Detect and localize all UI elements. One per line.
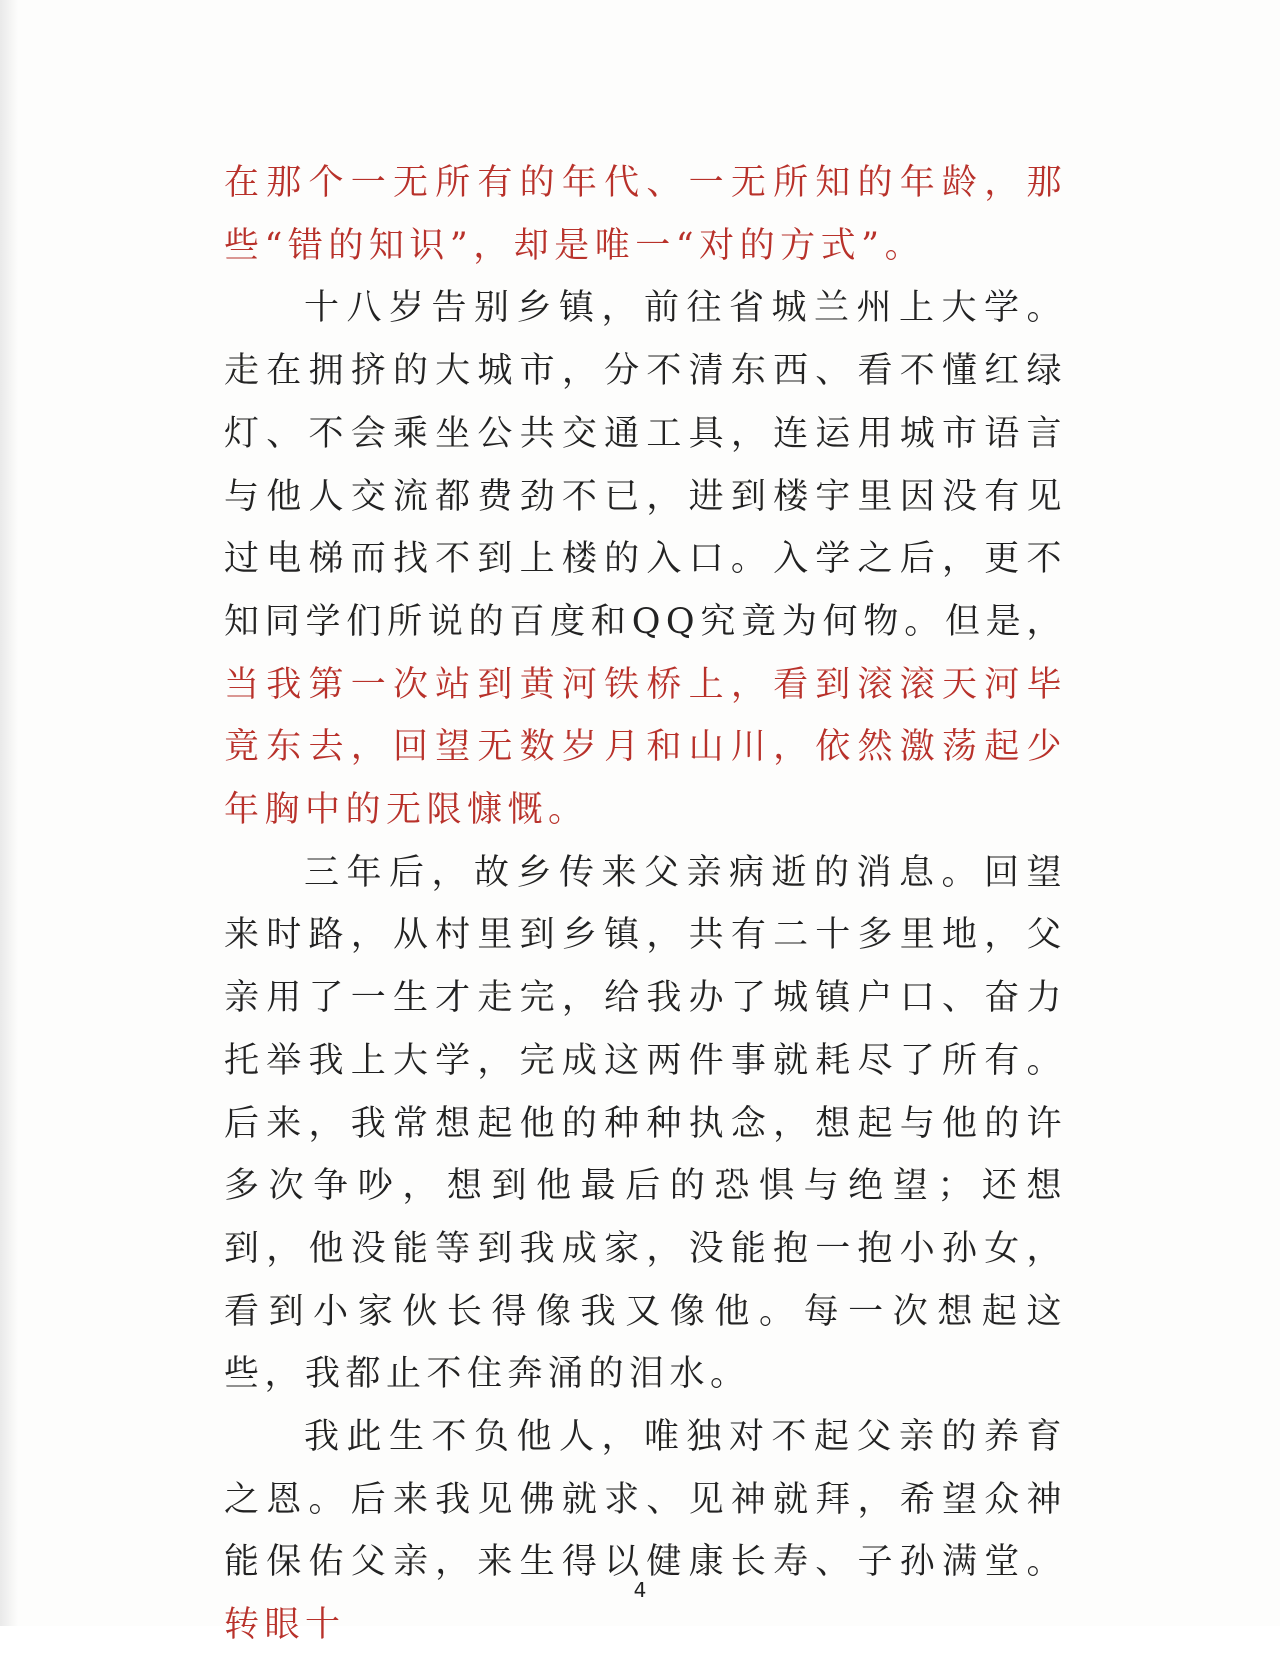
highlighted-text: 在那个一无所有的年代、一无所知的年龄，那些“错的知识”，却是唯一“对的方式”。 — [224, 163, 1067, 266]
paragraph-1 — [224, 152, 1067, 277]
page-edge-shadow — [0, 0, 18, 1626]
body-text — [224, 152, 1067, 1657]
highlighted-text: 当我第一次站到黄河铁桥上，看到滚滚天河毕竟东去，回望无数岁月和山川，依然激荡起少年胸中的无限慷慨。 — [224, 664, 1067, 831]
body-text-run: 我此生不负他人，唯独对不起父亲的养育之恩。后来我见佛就求、见神就拜，希望众神能保佑父亲，来生得以健康长寿、子孙满堂。 — [224, 1417, 1067, 1583]
paragraph-2 — [224, 277, 1067, 841]
body-text-run: 三年后，故乡传来父亲病逝的消息。回望来时路，从村里到乡镇，共有二十多里地，父亲用了一生才走完，给我办了城镇户口、奋力托举我上大学，完成这两件事就耗尽了所有。后来，我常想起他的种种执念，想起与他的许多次争吵，想到他最后的恐惧与绝望；还想到，他没能等到我成家，没能抱一抱小孙女，看到小家伙长得像我又像他。每一次想起这些，我都止不住奔涌的泪水。 — [224, 852, 1067, 1395]
highlighted-text: 转眼十 — [224, 1605, 346, 1646]
body-text-run: 十八岁告别乡镇，前往省城兰州上大学。走在拥挤的大城市，分不清东西、看不懂红绿灯、不会乘坐公共交通工具，连运用城市语言与他人交流都费劲不已，进到楼宇里因没有见过电梯而找不到上楼的入口。入学之后，更不知同学们所说的百度和QQ究竟为何物。但是， — [224, 288, 1067, 642]
page-number: 4 — [633, 1578, 647, 1602]
paragraph-4 — [224, 1406, 1067, 1657]
paragraph-3 — [224, 842, 1067, 1406]
